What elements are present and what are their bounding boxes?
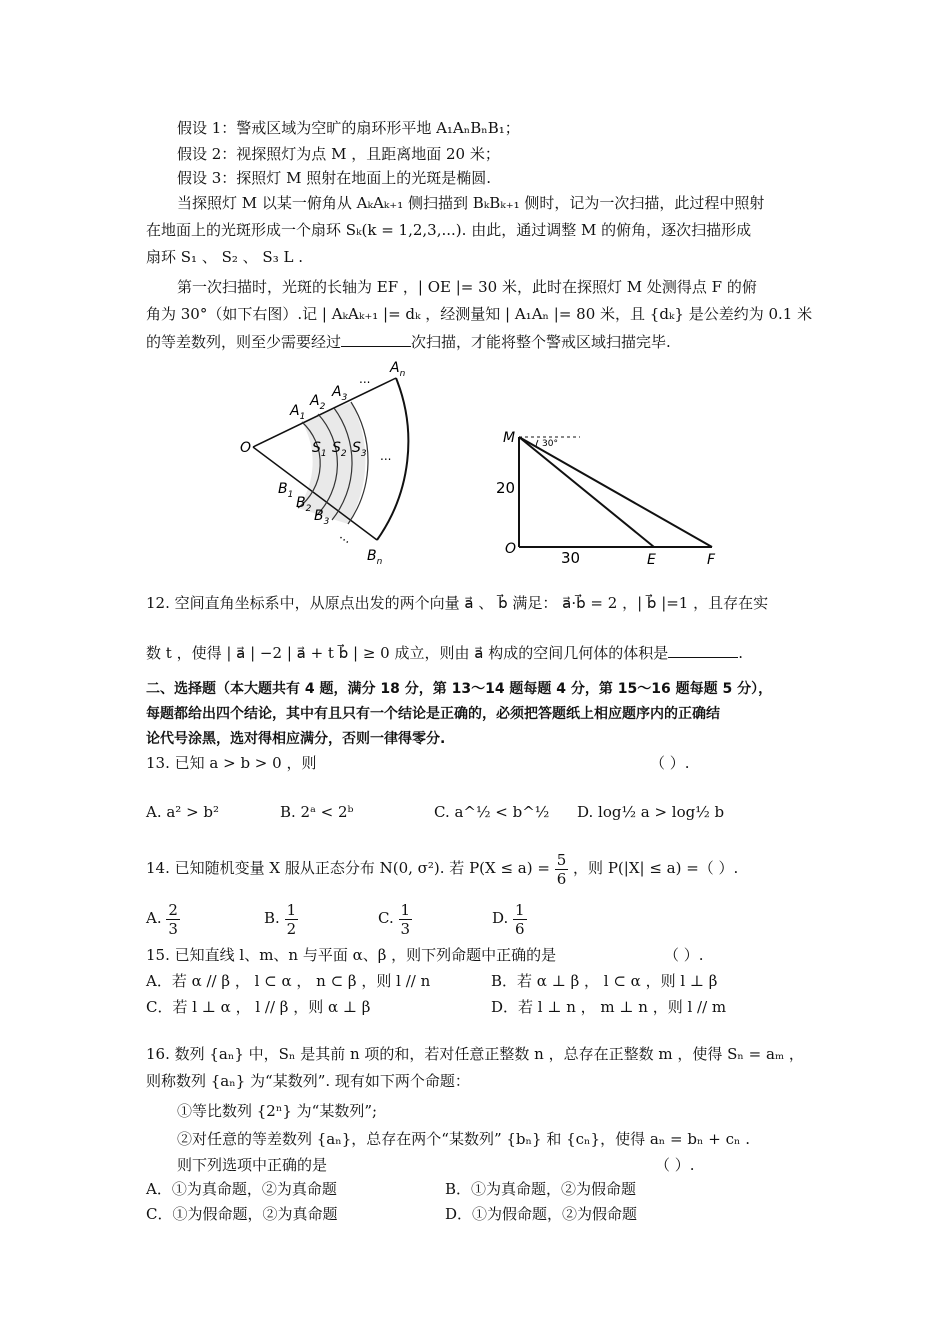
q14-d-num: 1 xyxy=(515,900,525,919)
q14-d-letter: D. xyxy=(492,909,509,927)
section2-line3: 论代号涂黑，选对得相应满分，否则一律得零分. xyxy=(146,731,446,747)
q11-para1-line1: 当探照灯 M 以某一俯角从 AₖAₖ₊₁ 侧扫描到 BₖBₖ₊₁ 侧时，记为一次扫描，此过程中照射 xyxy=(177,194,765,212)
q13-option-d: D. log½ a > log½ b xyxy=(577,803,725,821)
q15-option-a: A．若 α // β ， l ⊂ α ， n ⊂ β ，则 l // n xyxy=(146,972,431,990)
q11-para2-line2: 角为 30°（如下右图）.记 | AₖAₖ₊₁ |= dₖ ，经测量知 | A₁Aₙ |= 80 米，且 {dₖ} 是公差约为 0.1 米 xyxy=(146,305,813,323)
dots-middle: ... xyxy=(380,449,392,463)
q11-para2-line1: 第一次扫描时，光斑的长轴为 EF ，| OE |= 30 米，此时在探照灯 M 处测得点 F 的俯 xyxy=(177,278,757,296)
label-An: $A_n$ xyxy=(390,360,406,379)
label-O2: O xyxy=(505,541,517,557)
q14-c-num: 1 xyxy=(400,900,411,919)
q13-paren: （ ）. xyxy=(650,754,690,772)
q13-stem: 13. 已知 a > b > 0 ，则 xyxy=(146,754,317,772)
assumption-3: 假设 3：探照灯 M 照射在地面上的光斑是椭圆. xyxy=(177,169,491,187)
q16-line3: ①等比数列 {2ⁿ} 为“某数列”; xyxy=(177,1102,378,1120)
q14-c-den: 3 xyxy=(400,919,411,938)
q14-a-letter: A. xyxy=(146,909,162,927)
label-A3: $A_3$ xyxy=(332,384,348,403)
line-MF xyxy=(519,437,712,547)
q12-line1: 12. 空间直角坐标系中，从原点出发的两个向量 a⃗ 、 b⃗ 满足： a⃗·b⃗ = 2 ，| b⃗ |=1 ，且存在实 xyxy=(146,594,769,612)
label-A2: $A_2$ xyxy=(310,393,326,412)
label-S3: $S_3$ xyxy=(352,440,367,459)
q12-line2 xyxy=(146,642,743,664)
label-F: F xyxy=(707,552,716,568)
q14-c-letter: C. xyxy=(378,909,394,927)
q14-option-b xyxy=(264,898,298,938)
section2-line2: 每题都给出四个结论，其中有且只有一个结论是正确的，必须把答题纸上相应题序内的正确结 xyxy=(146,706,720,722)
q16-line1: 16. 数列 {aₙ} 中，Sₙ 是其前 n 项的和，若对任意正整数 n ，总存在正整数 m ，使得 Sₙ = aₘ ， xyxy=(146,1045,804,1063)
q14-frac-num: 5 xyxy=(556,850,567,869)
assumption-1: 假设 1：警戒区域为空旷的扇环形平地 A₁AₙBₙB₁； xyxy=(177,119,520,137)
label-angle: 30° xyxy=(542,439,558,449)
q14-d-frac xyxy=(513,901,527,938)
q16-paren: （ ）. xyxy=(655,1156,695,1174)
section2-line1: 二、选择题（本大题共有 4 题，满分 18 分，第 13～14 题每题 4 分，第 15～16 题每题 5 分）， xyxy=(146,681,773,697)
label-O: O xyxy=(240,440,252,456)
q11-para2-line3 xyxy=(146,331,671,353)
dots-bottom: ... xyxy=(337,528,355,547)
q14-option-c xyxy=(378,898,412,938)
q14-a-frac xyxy=(166,901,180,938)
label-Bn: $B_n$ xyxy=(367,548,383,567)
assumption-2: 假设 2：视探照灯为点 M ，且距离地面 20 米； xyxy=(177,145,500,163)
q14-stem-post: ，则 P(|X| ≤ a) =（ ）. xyxy=(573,859,739,877)
q15-option-c: C．若 l ⊥ α ， l // β ，则 α ⊥ β xyxy=(146,998,371,1016)
q14-b-letter: B. xyxy=(264,909,280,927)
q14-a-den: 3 xyxy=(168,919,178,938)
q14-option-d xyxy=(492,898,527,938)
q13-option-b: B. 2ᵃ < 2ᵇ xyxy=(280,803,354,821)
q14-stem xyxy=(146,848,738,888)
q16-option-c: C．①为假命题，②为真命题 xyxy=(146,1205,338,1223)
label-S1: $S_1$ xyxy=(312,440,327,459)
label-B1: $B_1$ xyxy=(278,481,294,500)
q14-fraction xyxy=(555,851,569,888)
q13-option-a: A. a² > b² xyxy=(146,803,220,821)
q14-stem-pre: 14. 已知随机变量 X 服从正态分布 N(0, σ²). 若 P(X ≤ a) = xyxy=(146,859,550,877)
label-S2: $S_2$ xyxy=(332,440,347,459)
dots-top: ... xyxy=(359,372,371,386)
q12-text-pre: 数 t ，使得 | a⃗ | −2 | a⃗ + t b⃗ | ≥ 0 成立，则由 a⃗ 构成的空间几何体的体积是 xyxy=(146,644,669,662)
angle-arc xyxy=(536,440,538,447)
q13-option-c: C. a^½ < b^½ xyxy=(434,803,550,821)
q15-option-b: B．若 α ⊥ β ， l ⊂ α ，则 l ⊥ β xyxy=(491,972,718,990)
answer-blank xyxy=(341,332,411,347)
q16-option-d: D．①为假命题，②为假命题 xyxy=(445,1205,638,1223)
q14-option-a xyxy=(146,898,180,938)
q16-line5: 则下列选项中正确的是 xyxy=(177,1156,328,1174)
label-B3: $B_3$ xyxy=(314,508,330,527)
q15-stem: 15. 已知直线 l、m、n 与平面 α、β ，则下列命题中正确的是 xyxy=(146,946,557,964)
q12-text-post: . xyxy=(738,644,744,662)
label-E: E xyxy=(647,552,656,568)
label-A1: $A_1$ xyxy=(290,403,306,422)
q14-b-den: 2 xyxy=(286,919,297,938)
q16-line2: 则称数列 {aₙ} 为“某数列”. 现有如下两个命题： xyxy=(146,1072,470,1090)
sector-annulus-figure xyxy=(230,355,450,575)
right-triangle-figure xyxy=(490,420,730,570)
q14-d-den: 6 xyxy=(515,919,525,938)
q14-c-frac xyxy=(399,901,413,938)
q11-para1-line3: 扇环 S₁ 、 S₂ 、 S₃ L . xyxy=(146,248,303,266)
answer-blank-q12 xyxy=(668,643,738,658)
q14-frac-den: 6 xyxy=(556,869,567,888)
label-height: 20 xyxy=(496,479,516,497)
q11-text-post: 次扫描，才能将整个警戒区域扫描完毕. xyxy=(411,333,671,351)
q15-paren: （ ）. xyxy=(664,946,704,964)
q16-option-b: B．①为真命题，②为假命题 xyxy=(445,1180,637,1198)
label-M: M xyxy=(503,430,516,446)
q14-b-num: 1 xyxy=(286,900,297,919)
q11-para1-line2: 在地面上的光斑形成一个扇环 Sₖ(k = 1,2,3,...). 由此，通过调整 M 的俯角，逐次扫描形成 xyxy=(146,221,752,239)
line-ME xyxy=(519,437,654,547)
label-B2: $B_2$ xyxy=(296,495,312,514)
q15-option-d: D．若 l ⊥ n ， m ⊥ n ，则 l // m xyxy=(491,998,727,1016)
q16-option-a: A．①为真命题，②为真命题 xyxy=(146,1180,337,1198)
label-base: 30 xyxy=(561,549,581,567)
q16-line4: ②对任意的等差数列 {aₙ}，总存在两个“某数列” {bₙ} 和 {cₙ}，使得 aₙ = bₙ + cₙ . xyxy=(177,1130,751,1148)
q14-b-frac xyxy=(285,901,299,938)
q14-a-num: 2 xyxy=(168,900,178,919)
q11-text-pre: 的等差数列，则至少需要经过 xyxy=(146,333,342,351)
